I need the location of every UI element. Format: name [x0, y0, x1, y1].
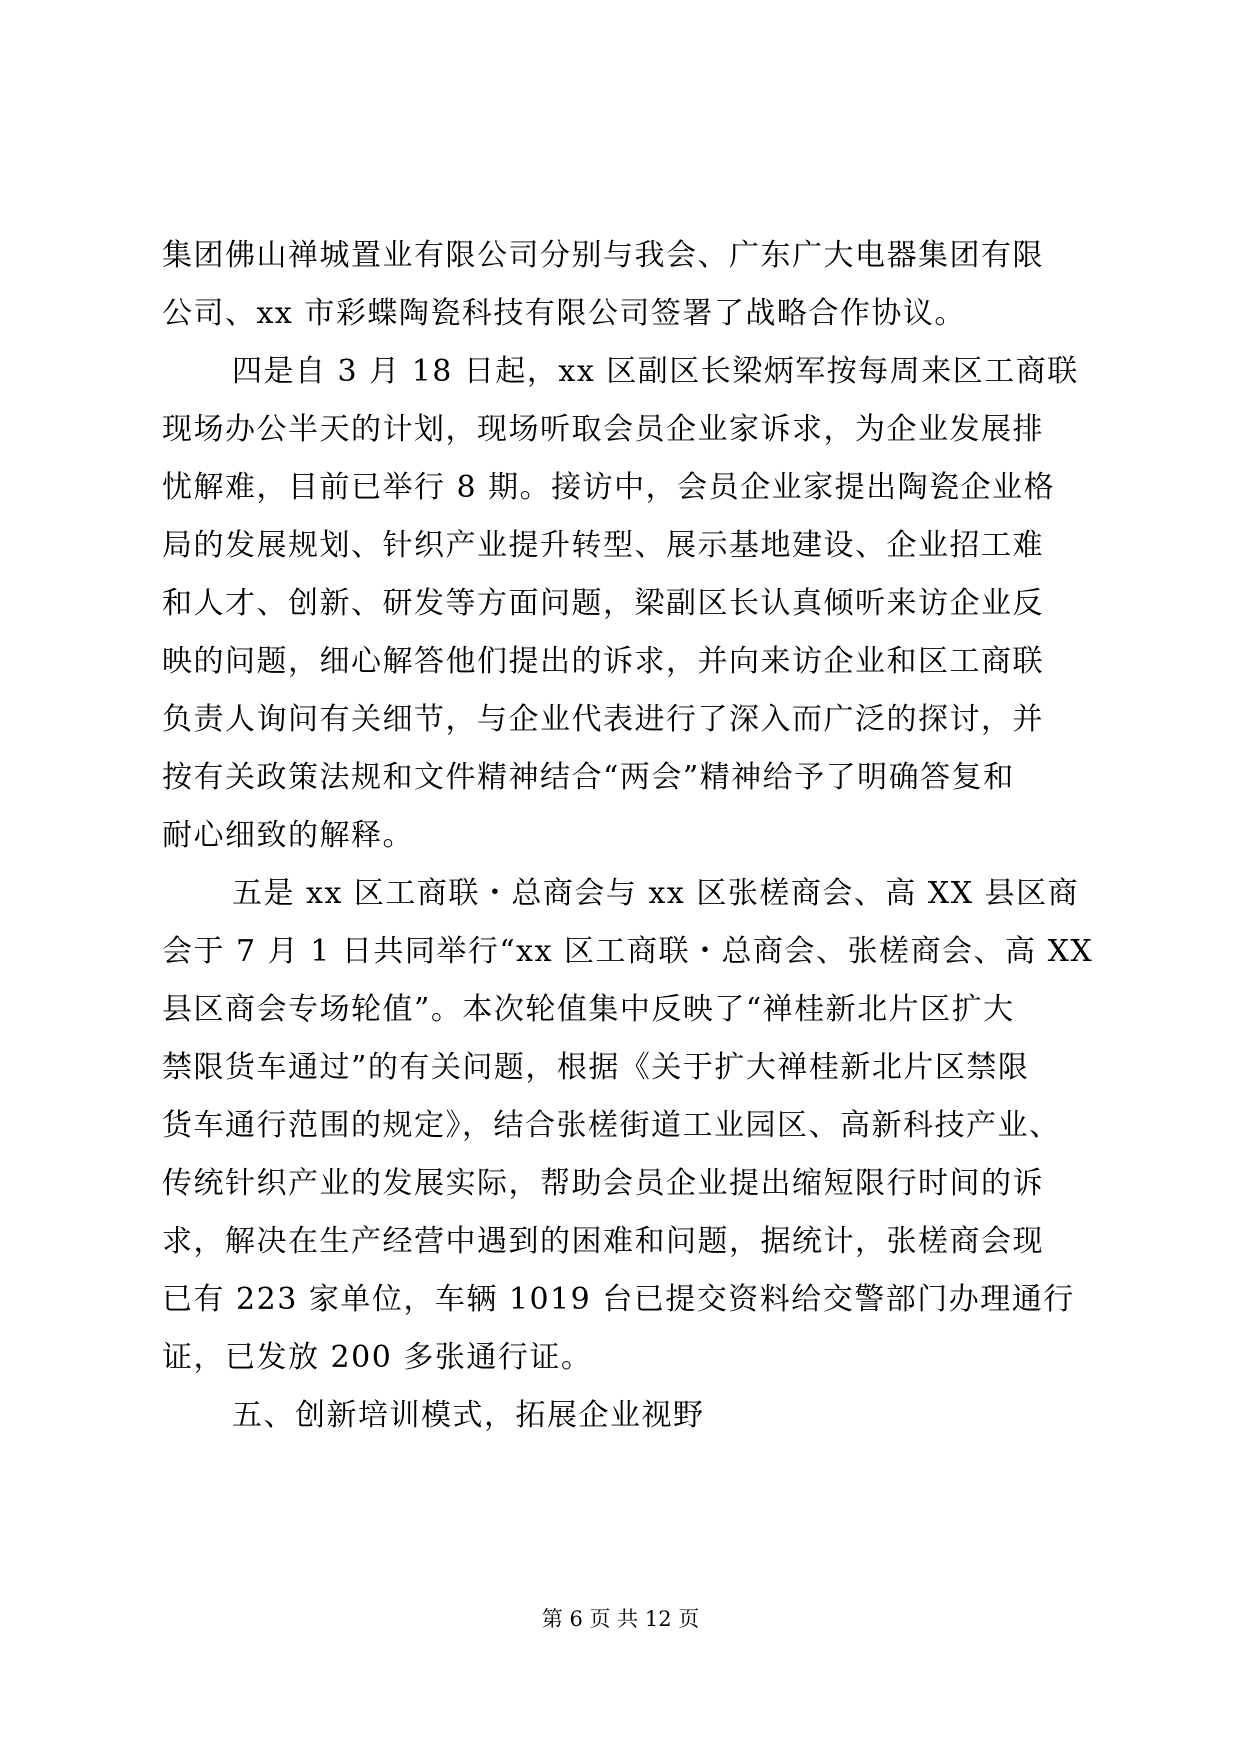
body-line-17: 传统针织产业的发展实际，帮助会员企业提出缩短限行时间的诉 — [162, 1166, 1044, 1201]
section-heading: 五、创新培训模式，拓展企业视野 — [232, 1398, 705, 1433]
body-line-16: 货车通行范围的规定》，结合张槎街道工业园区、高新科技产业、 — [162, 1108, 1061, 1143]
body-line-9: 负责人询问有关细节，与企业代表进行了深入而广泛的探讨，并 — [162, 702, 1044, 737]
body-line-14: 县区商会专场轮值”。本次轮值集中反映了“禅桂新北片区扩大 — [162, 992, 1015, 1027]
body-line-11: 耐心细致的解释。 — [162, 818, 414, 853]
body-line-20: 证，已发放 200 多张通行证。 — [162, 1340, 593, 1375]
paragraph-4-start: 四是自 3 月 18 日起，xx 区副区长梁炳军按每周来区工商联 — [232, 354, 1079, 389]
body-line-5: 忧解难，目前已举行 8 期。接访中，会员企业家提出陶瓷企业格 — [162, 470, 1056, 505]
page-footer: 第 6 页 共 12 页 — [541, 1607, 700, 1631]
paragraph-5-start: 五是 xx 区工商联・总商会与 xx 区张槎商会、高 XX 县区商 — [232, 876, 1080, 911]
body-line-4: 现场办公半天的计划，现场听取会员企业家诉求，为企业发展排 — [162, 412, 1044, 447]
body-line-2: 公司、xx 市彩蝶陶瓷科技有限公司签署了战略合作协议。 — [162, 296, 966, 331]
body-line-15: 禁限货车通过”的有关问题，根据《关于扩大禅桂新北片区禁限 — [162, 1050, 1030, 1085]
body-line-8: 映的问题，细心解答他们提出的诉求，并向来访企业和区工商联 — [162, 644, 1044, 679]
body-line-13: 会于 7 月 1 日共同举行“xx 区工商联・总商会、张槎商会、高 XX — [162, 934, 1094, 969]
body-line-18: 求，解决在生产经营中遇到的困难和问题，据统计，张槎商会现 — [162, 1224, 1044, 1259]
body-line-6: 局的发展规划、针织产业提升转型、展示基地建设、企业招工难 — [162, 528, 1044, 563]
body-line-10: 按有关政策法规和文件精神结合“两会”精神给予了明确答复和 — [162, 760, 1015, 795]
body-line-19: 已有 223 家单位，车辆 1019 台已提交资料给交警部门办理通行 — [162, 1282, 1075, 1317]
body-line-1: 集团佛山禅城置业有限公司分别与我会、广东广大电器集团有限 — [162, 238, 1044, 273]
body-line-7: 和人才、创新、研发等方面问题，梁副区长认真倾听来访企业反 — [162, 586, 1044, 621]
